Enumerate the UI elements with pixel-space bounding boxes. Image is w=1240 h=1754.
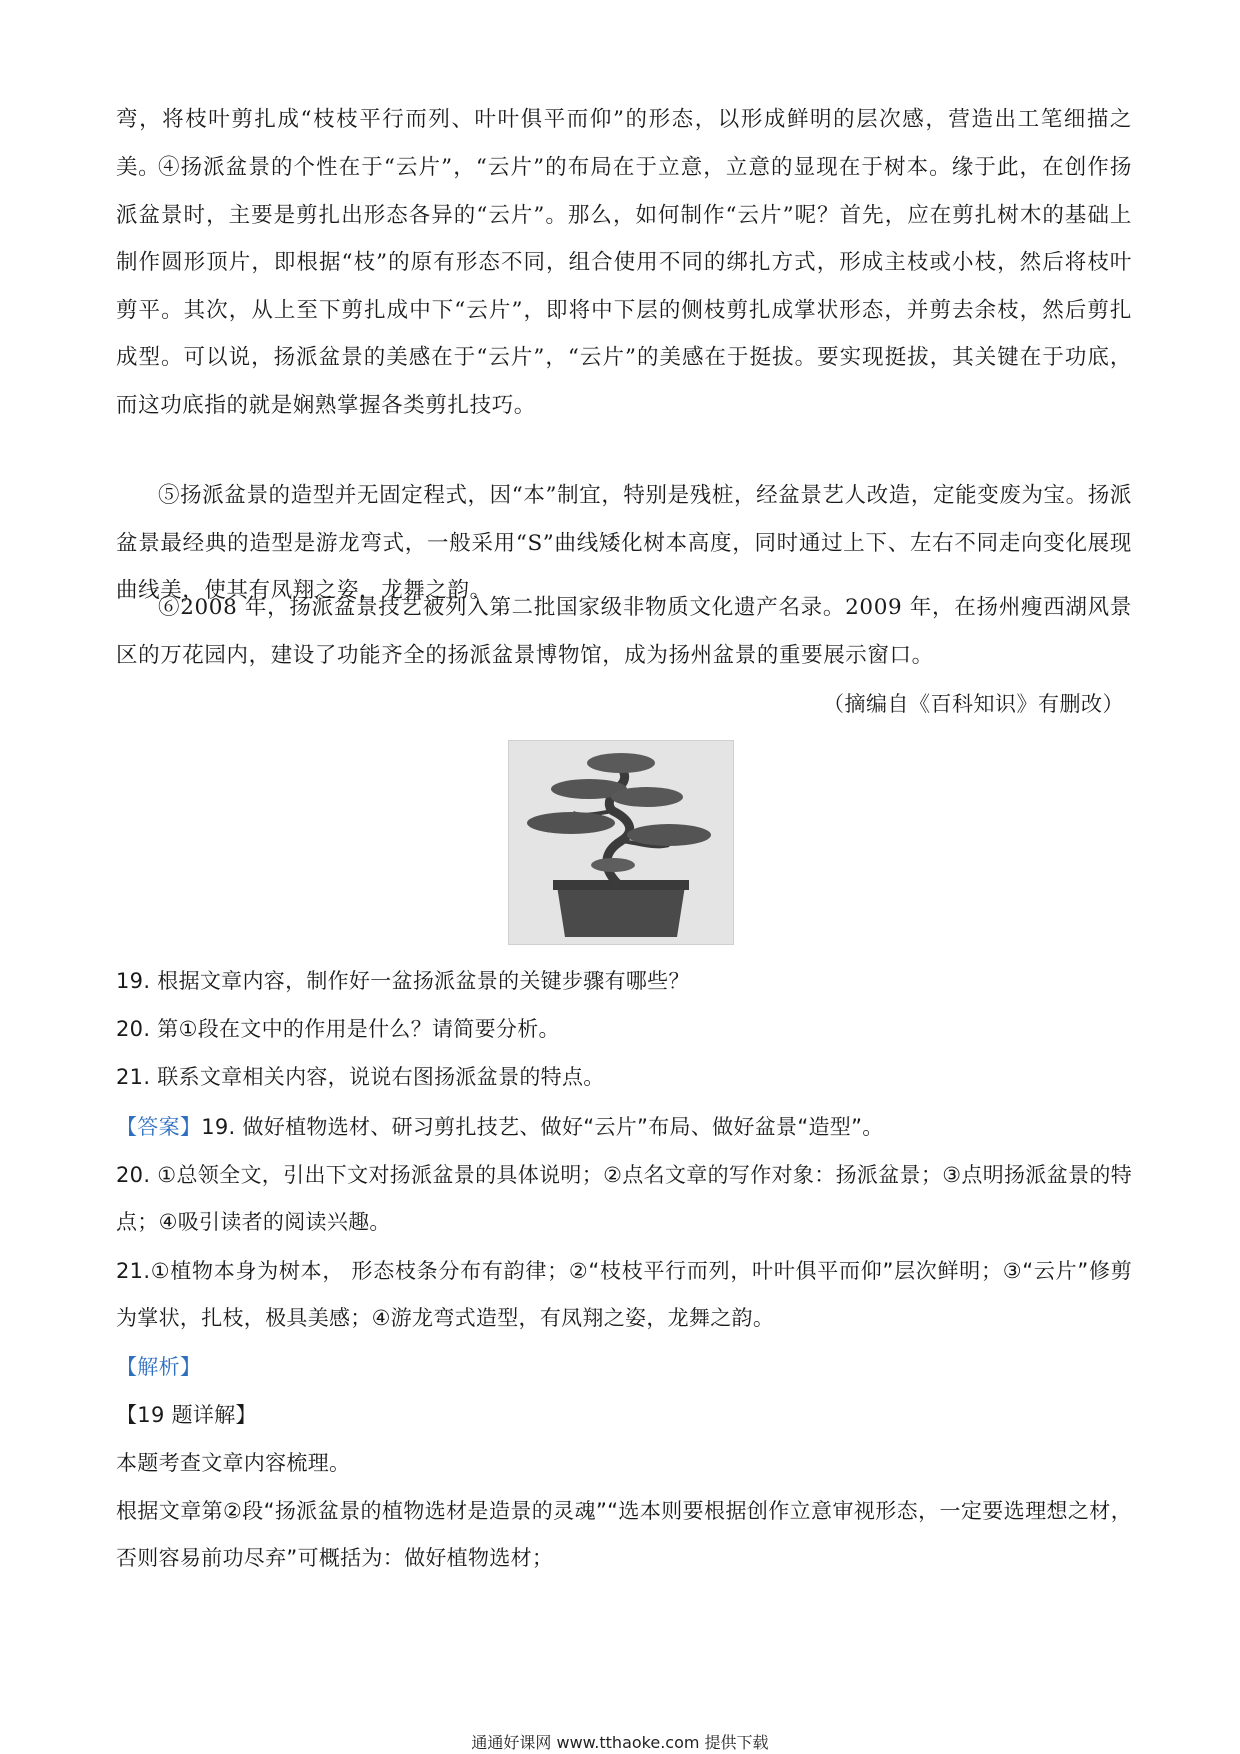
answer-21: 21.①植物本身为树本， 形态枝条分布有韵律；②“枝枝平行而列，叶叶俱平而仰”层次鲜明；③“云片”修剪为掌状，扎枝，极具美感；④游龙弯式造型，有凤翔之姿，龙舞之韵。 (116, 1259, 1132, 1330)
question-21: 21. 联系文章相关内容，说说右图扬派盆景的特点。 (116, 1065, 605, 1089)
answer-tag: 【答案】 (116, 1115, 202, 1139)
page-footer: 通通好课网 www.tthaoke.com 提供下载 (471, 1733, 769, 1752)
passage-paragraph-3-tail: 弯，将枝叶剪扎成“枝枝平行而列、叶叶俱平而仰”的形态，以形成鲜明的层次感，营造出工笔细描之美。 (116, 107, 1132, 180)
passage-paragraph-4: ④扬派盆景的个性在于“云片”，“云片”的布局在于立意，立意的显现在于树本。缘于此，在创作扬派盆景时，主要是剪扎出形态各异的“云片”。那么，如何制作“云片”呢？首先，应在剪扎树木的基础上制作圆形顶片，即根据“枝”的原有形态不同，组合使用不同的绑扎方式，形成主枝或小枝，然后将枝叶剪平。其次，从上至下剪扎成中下“云片”，即将中下层的侧枝剪扎成掌状形态，并剪去余枝，然后剪扎成型。可以说，扬派盆景的美感在于“云片”，“云片”的美感在于挺拔。要实现挺拔，其关键在于功底，而这功底指的就是娴熟掌握各类剪扎技巧。 (116, 155, 1132, 418)
answer-20: 20. ①总领全文，引出下文对扬派盆景的具体说明；②点名文章的写作对象：扬派盆景；③点明扬派盆景的特点；④吸引读者的阅读兴趣。 (116, 1163, 1132, 1234)
answer-19-line (116, 1104, 1132, 1151)
passage-paragraph-5: ⑤扬派盆景的造型并无固定程式，因“本”制宜，特别是残桩，经盆景艺人改造，定能变废为宝。扬派盆景最经典的造型是游龙弯式，一般采用“S”曲线矮化树本高度，同时通过上下、左右不同走向变化展现曲线美，使其有凤翔之姿，龙舞之韵。 (116, 483, 1132, 603)
answer-19: 19. 做好植物选材、研习剪扎技艺、做好“云片”布局、做好盆景“造型”。 (201, 1115, 884, 1139)
analysis-tag: 【解析】 (116, 1355, 202, 1379)
analysis-detail: 根据文章第②段“扬派盆景的植物选材是造景的灵魂”“选本则要根据创作立意审视形态，一定要选理想之材，否则容易前功尽弃”可概括为：做好植物选材； (116, 1499, 1132, 1570)
passage-paragraph-6: ⑥2008 年，扬派盆景技艺被列入第二批国家级非物质文化遗产名录。2009 年，在扬州瘦西湖风景区的万花园内，建设了功能齐全的扬派盆景博物馆，成为扬州盆景的重要展示窗口。 (116, 595, 1132, 668)
analysis-intro: 本题考查文章内容梳理。 (116, 1451, 351, 1475)
passage-source: （摘编自《百科知识》有删改） (823, 692, 1124, 716)
question-19: 19. 根据文章内容，制作好一盆扬派盆景的关键步骤有哪些？ (116, 969, 690, 993)
bonsai-image (508, 740, 734, 945)
analysis-q19-heading: 【19 题详解】 (116, 1403, 257, 1427)
bonsai-illustration (509, 741, 733, 944)
question-20: 20. 第①段在文中的作用是什么？请简要分析。 (116, 1017, 560, 1041)
